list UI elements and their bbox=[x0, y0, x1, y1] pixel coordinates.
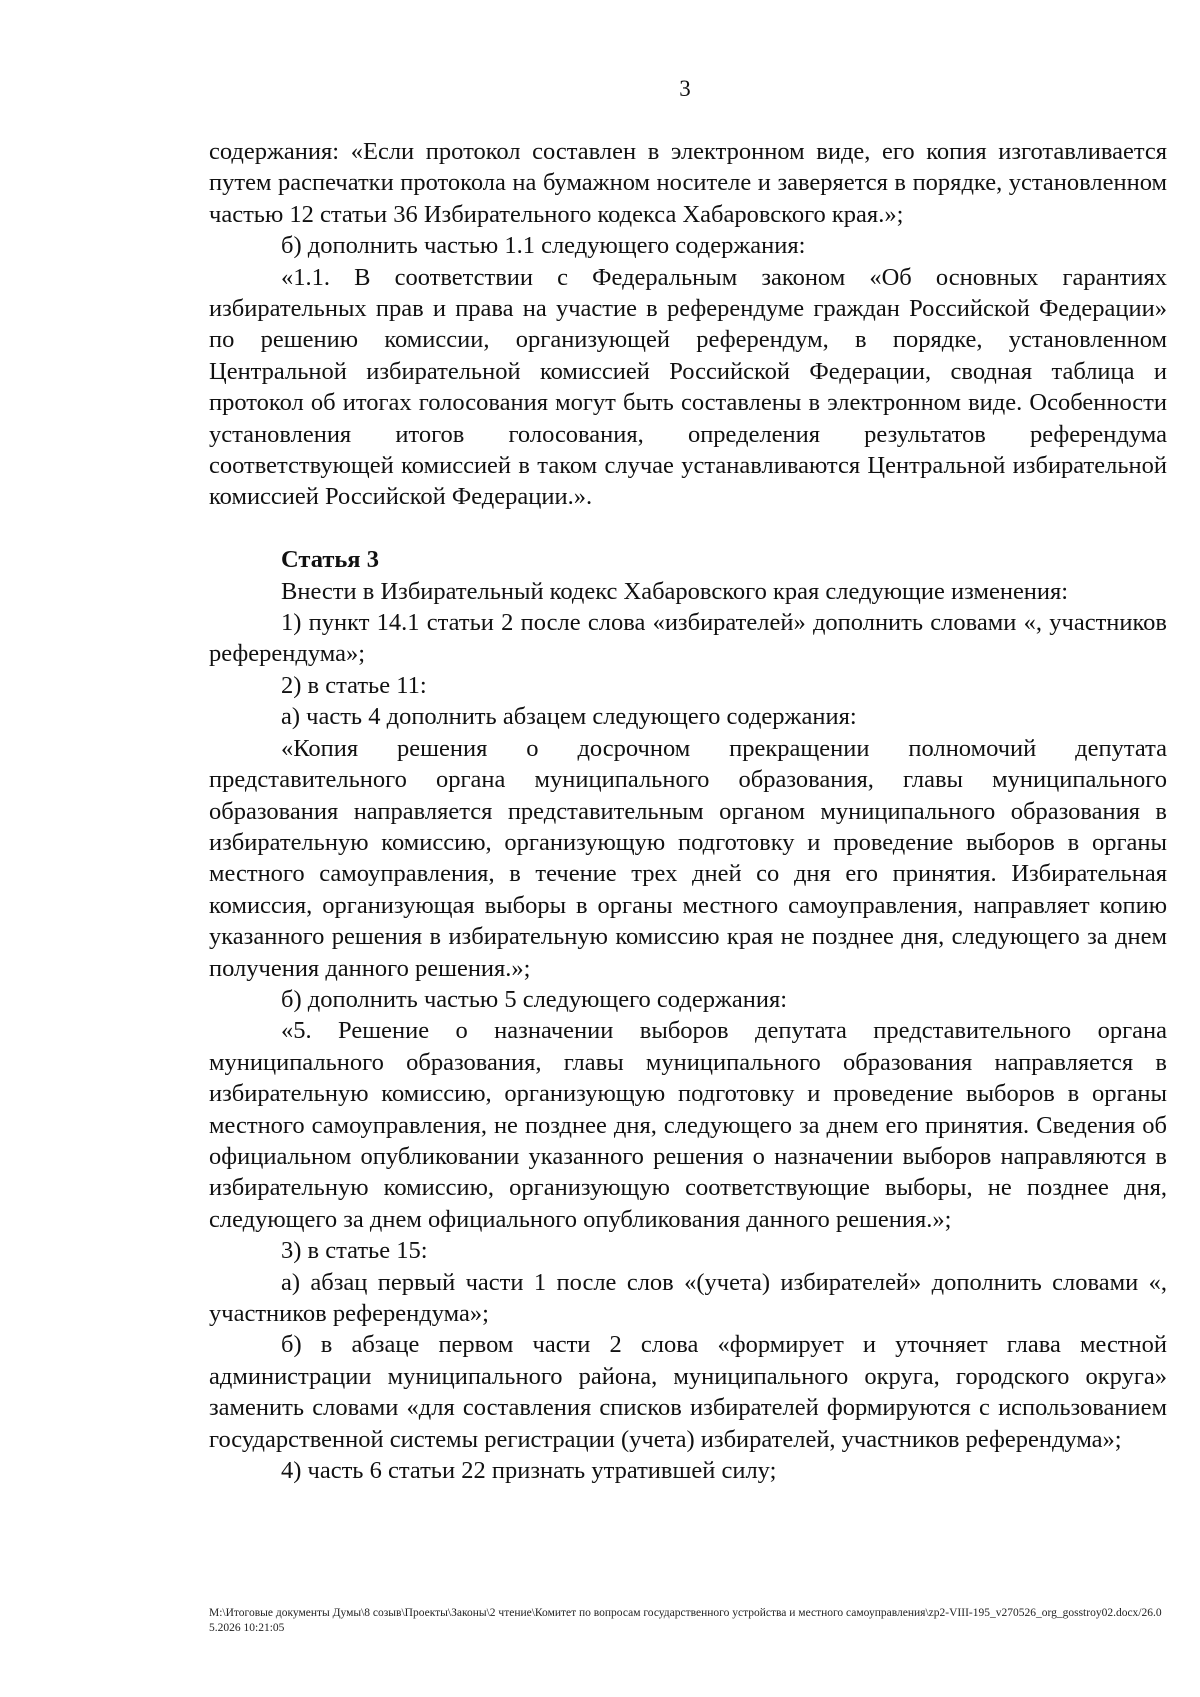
paragraph: 2) в статье 11: bbox=[281, 671, 427, 699]
paragraph: а) часть 4 дополнить абзацем следующего содержания: bbox=[281, 703, 857, 731]
page-number: 3 bbox=[679, 76, 691, 101]
paragraph: б) дополнить частью 5 следующего содержания: bbox=[281, 985, 788, 1013]
paragraph: содержания: «Если протокол составлен в электронном виде, его копия изготавливается путем распечатки протокола на бумажном носителе и заверяется в порядке, установленном частью 12 статьи 36 Избирательного кодекса Хабаровского края.»; bbox=[209, 138, 1167, 228]
paragraph: «Копия решения о досрочном прекращении полномочий депутата представительного органа муниципального образования, главы муниципального образования направляется представительным органом муниципального образования в избирательную комиссию, организующую подготовку и проведение выборов в органы местного самоуправления, в течение трех дней со дня его принятия. Избирательная комиссия, организующая выборы в органы местного самоуправления, направляет копию указанного решения в избирательную комиссию края не позднее дня, следующего за днем получения данного решения.»; bbox=[209, 734, 1167, 982]
blank-line bbox=[209, 513, 1167, 544]
paragraph: б) в абзаце первом части 2 слова «формирует и уточняет глава местной администрации муниципального района, муниципального округа, городского округа» заменить словами «для составления списков избирателей формируются с использованием государственной системы регистрации (учета) избирателей, участников референдума»; bbox=[209, 1331, 1167, 1453]
paragraph: Внести в Избирательный кодекс Хабаровского края следующие изменения: bbox=[281, 577, 1069, 605]
paragraph: а) абзац первый части 1 после слов «(учета) избирателей» дополнить словами «, участников референдума»; bbox=[209, 1268, 1167, 1328]
paragraph: «5. Решение о назначении выборов депутата представительного органа муниципального образования, главы муниципального образования направляется в избирательную комиссию, организующую подготовку и проведение выборов в органы местного самоуправления, не позднее дня, следующего за днем его принятия. Сведения об официальном опубликовании указанного решения о назначении выборов направляются в избирательную комиссию, организующую соответствующие выборы, не позднее дня, следующего за днем официального опубликования данного решения.»; bbox=[209, 1017, 1167, 1233]
paragraph: б) дополнить частью 1.1 следующего содержания: bbox=[281, 232, 806, 260]
footer-file-path: М:\Итоговые документы Думы\8 созыв\Проекты\Законы\2 чтение\Комитет по вопросам государственного устройства и местного самоуправления\zp2-VIII-195_v270526_org_gosstroy02.docx/26.05.2026 10:21:05 bbox=[209, 1607, 1162, 1634]
article-heading: Статья 3 bbox=[281, 546, 379, 574]
paragraph: 4) часть 6 статьи 22 признать утратившей силу; bbox=[281, 1457, 777, 1485]
paragraph: 3) в статье 15: bbox=[281, 1237, 428, 1265]
paragraph: 1) пункт 14.1 статьи 2 после слова «избирателей» дополнить словами «, участников референдума»; bbox=[209, 609, 1167, 668]
paragraph: «1.1. В соответствии с Федеральным законом «Об основных гарантиях избирательных прав и права на участие в референдуме граждан Российской Федерации» по решению комиссии, организующей референдум, в порядке, установленном Центральной избирательной комиссией Российской Федерации, сводная таблица и протокол об итогах голосования могут быть составлены в электронном виде. Особенности установления итогов голосования, определения результатов референдума соответствующей комиссией в таком случае устанавливаются Центральной избирательной комиссией Российской Федерации.». bbox=[209, 263, 1167, 511]
document-body bbox=[209, 136, 1167, 1486]
